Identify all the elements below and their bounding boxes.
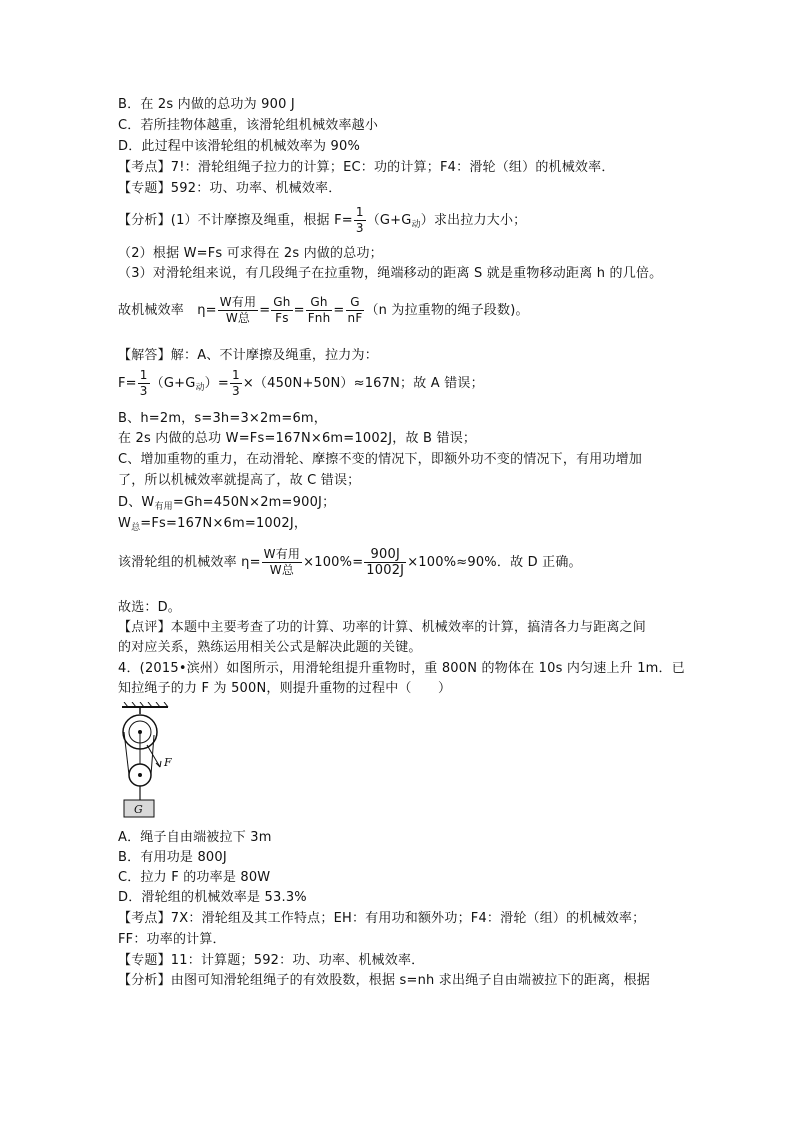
ceiling [122,702,168,707]
rope [124,732,160,800]
fraction-numerator: W有用 [263,547,301,561]
fraction-numerator: 1 [355,205,364,219]
fraction-denominator: Fs [271,310,292,326]
fraction-numerator: W有用 [219,295,257,309]
q4-kaodian-1: 【考点】7X：滑轮组及其工作特点；EH：有用功和额外功；F4：滑轮（组）的机械效率； [118,911,646,926]
fraction-denominator: Fnh [307,311,331,325]
fraction-numerator: Gh [310,295,328,309]
q3-b-line-2: 在 2s 内做的总功 W=Fs=167N×6m=1002J，故 B 错误； [118,431,477,446]
q3-d-efficiency [118,545,582,581]
force-paren: （G+G [150,376,196,391]
fraction-denominator: W总 [218,310,258,326]
efficiency-prefix: 故机械效率 η= [118,303,217,318]
q4-stem-1: 4．(2015•滨州）如图所示，用滑轮组提升重物时，重 800N 的物体在 10s 内匀速上升 1m．已 [118,661,685,676]
fraction-numerator: 1 [139,368,148,382]
fraction-denominator: 1002J [366,563,405,578]
q4-stem-2: 知拉绳子的力 F 为 500N，则提升重物的过程中（ ） [118,681,452,696]
efficiency-suffix: （n 为拉重物的绳子段数)。 [365,303,529,318]
d1-prefix: D、W [118,495,155,510]
q3-zhuanti: 【专题】592：功、功率、机械效率． [118,181,342,196]
fenxi1-suffix: ）求出拉力大小； [420,213,527,228]
d3-mid: ×100%= [303,555,364,570]
q3-d-line-1 [118,494,335,516]
fraction-g-over-nf [346,295,365,326]
force-mid: ）= [204,376,229,391]
q3-d-line-2 [118,515,307,537]
d1-suffix: =Gh=450N×2m=900J； [172,495,336,510]
subscript: 有用 [154,502,173,512]
subscript: 总 [131,523,141,533]
q3-jieda-intro: 【解答】解：A、不计摩擦及绳重，拉力为： [118,348,378,363]
fraction-numerator: Gh [273,295,291,309]
q3-fenxi-1 [118,205,526,240]
q3-fenxi-3: （3）对滑轮组来说，有几段绳子在拉重物，绳端移动的距离 S 就是重物移动距离 h 的几倍。 [118,266,663,281]
fraction-900-over-1002 [364,547,406,578]
q4-kaodian-2: FF：功率的计算． [118,932,226,947]
q3-c-line-1: C、增加重物的重力，在动滑轮、摩擦不变的情况下，即额外功不变的情况下，有用功增加 [118,452,643,467]
d2-suffix: =Fs=167N×6m=1002J， [140,516,308,531]
fraction-numerator: 1 [231,368,240,382]
fenxi1-prefix: 【分析】(1）不计摩擦及绳重，根据 F= [118,213,353,228]
fraction-denominator: 3 [231,384,240,398]
fraction-gh-over-fs [271,295,292,326]
q3-guxuan: 故选：D。 [118,600,182,615]
fraction-denominator: nF [347,311,363,325]
q3-fenxi-2: （2）根据 W=Fs 可求得在 2s 内做的总功； [118,246,383,261]
movable-pulley [129,764,151,786]
d3-suffix: ×100%≈90%．故 D 正确。 [407,555,582,570]
q3-b-line-1: B、h=2m，s=3h=3×2m=6m， [118,411,327,426]
q3-kaodian: 【考点】7!：滑轮组绳子拉力的计算；EC：功的计算；F4：滑轮（组）的机械效率． [118,160,615,175]
subscript: 动 [411,220,421,230]
q4-option-b: B．有用功是 800J [118,850,227,865]
pulley-system-figure [120,702,180,820]
q3-dianping-1: 【点评】本题中主要考查了功的计算、功率的计算、机械效率的计算，搞清各力与距离之间 [118,620,647,635]
fraction-useful-over-total [218,295,258,326]
fraction-useful-over-total [262,547,302,578]
fraction-numerator: 900J [370,547,400,562]
q3-c-line-2: 了，所以机械效率就提高了，故 C 错误； [118,473,361,488]
q3-option-c: C．若所挂物体越重，该滑轮组机械效率越小 [118,118,379,133]
force-prefix: F= [118,376,137,391]
d3-prefix: 该滑轮组的机械效率 η= [118,555,261,570]
fraction-numerator: G [350,295,360,309]
q4-option-a: A．绳子自由端被拉下 3m [118,830,272,845]
q4-option-c: C．拉力 F 的功率是 80W [118,870,271,885]
q3-option-b: B．在 2s 内做的总功为 900 J [118,97,295,112]
fraction-one-third [138,368,150,399]
fraction-gh-over-fnh [306,295,333,326]
q4-zhuanti: 【专题】11：计算题；592：功、功率、机械效率． [118,953,425,968]
d2-prefix: W [118,516,132,531]
force-label: F [164,756,172,769]
q3-efficiency-formula: 故机械效率 η= $\frac{\text{W有用}}{\text{W总}}$ = $\frac{Gh}{Fs}$ = $\frac{Gh}{\text{Fnh}}$ = $\frac{G}{nF}$ （n 为拉重物的绳子段数)。 [118,295,529,325]
q3-dianping-2: 的对应关系，熟练运用相关公式是解决此题的关键。 [118,640,422,655]
force-suffix: ×（450N+50N）≈167N；故 A 错误； [242,376,484,391]
q4-fenxi: 【分析】由图可知滑轮组绳子的有效股数，根据 s=nh 求出绳子自由端被拉下的距离，根据 [118,973,651,988]
fraction-one-third [354,205,366,236]
fraction-denominator: 3 [355,221,364,235]
fenxi1-paren: （G+G [366,213,412,228]
q4-option-d: D．滑轮组的机械效率是 53.3% [118,890,307,905]
weight-label: G [134,803,143,816]
q3-force-calculation [118,368,484,404]
fraction-denominator: 3 [139,384,148,398]
q3-option-d: D．此过程中该滑轮组的机械效率为 90% [118,139,361,154]
fraction-denominator: W总 [262,562,302,578]
subscript: 动 [195,383,205,393]
fraction-one-third [230,368,242,399]
